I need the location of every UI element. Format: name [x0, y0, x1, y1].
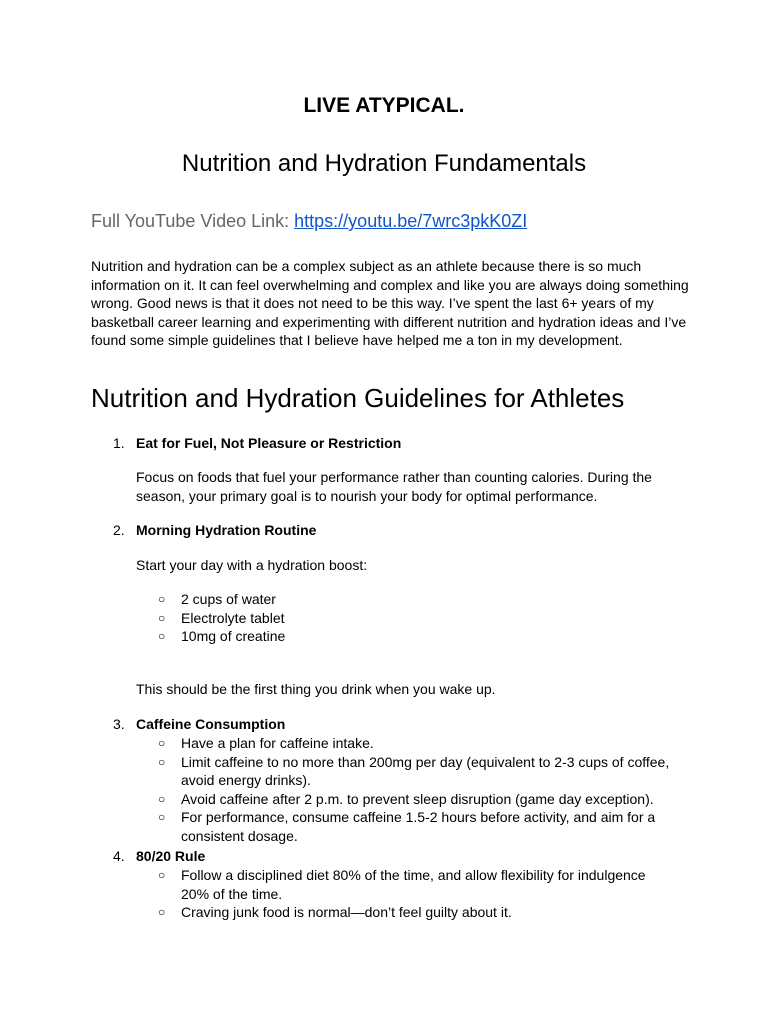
bullet-text: 10mg of creatine — [181, 628, 286, 645]
list-item-heading: Morning Hydration Routine — [136, 522, 317, 538]
bullet-icon: ○ — [158, 810, 166, 825]
bullet-icon: ○ — [158, 905, 166, 920]
list-item — [136, 627, 676, 646]
list-number: 1. — [113, 435, 125, 451]
list-item — [136, 808, 676, 845]
list-item-heading: 80/20 Rule — [136, 848, 206, 864]
list-item — [136, 753, 676, 790]
bullet-text: Avoid caffeine after 2 p.m. to prevent sleep disruption (game day exception). — [181, 790, 654, 807]
bullet-text: Follow a disciplined diet 80% of the time, and allow flexibility for indulgence 20% of the time. — [181, 867, 646, 902]
document-title: Nutrition and Hydration Fundamentals — [181, 150, 587, 177]
list-item-paragraph: Start your day with a hydration boost: — [136, 557, 368, 573]
list-item-paragraph: Focus on foods that fuel your performance rather than counting calories. During the season, your primary goal is to nourish your body for optimal performance. — [136, 469, 652, 504]
bullet-icon: ○ — [158, 610, 166, 625]
video-link[interactable]: https://youtu.be/7wrc3pkK0ZI — [294, 211, 528, 231]
bullet-icon: ○ — [158, 629, 166, 644]
video-link-label: Full YouTube Video Link: — [91, 211, 295, 231]
bullet-text: Electrolyte tablet — [181, 609, 285, 626]
bullet-icon: ○ — [158, 868, 166, 882]
list-item — [136, 590, 676, 609]
section-heading: Nutrition and Hydration Guidelines for Athletes — [91, 383, 625, 413]
list-item-heading: Caffeine Consumption — [136, 716, 286, 732]
sub-bullet-list — [136, 866, 676, 922]
bullet-icon: ○ — [158, 736, 166, 750]
list-item — [136, 734, 676, 753]
list-number: 3. — [113, 716, 125, 732]
bullet-icon: ○ — [158, 754, 166, 769]
intro-paragraph: Nutrition and hydration can be a complex subject as an athlete because there is so much information on it. It can feel overwhelming and complex and like you are always doing something wrong. Good news is that it does not need to be this way. I’ve spent the last 6+ years of my basketball career learning and experimenting with different nutrition and hydration ideas and I’ve found some simple guidelines that I believe have helped me a ton in my development. — [91, 258, 689, 349]
list-item-heading: Eat for Fuel, Not Pleasure or Restriction — [136, 435, 402, 451]
bullet-text: For performance, consume caffeine 1.5-2 hours before activity, and aim for a consistent dosage. — [181, 809, 656, 844]
list-item-note: This should be the first thing you drink when you wake up. — [136, 681, 496, 697]
list-item — [136, 790, 676, 809]
list-item — [136, 609, 676, 628]
sub-bullet-list — [136, 734, 676, 846]
list-number: 4. — [113, 848, 125, 864]
bullet-text: Have a plan for caffeine intake. — [181, 735, 374, 751]
bullet-text: 2 cups of water — [181, 591, 276, 607]
video-link-line — [91, 211, 527, 232]
bullet-icon: ○ — [158, 592, 166, 606]
list-number: 2. — [113, 522, 125, 538]
brand-heading: LIVE ATYPICAL. — [303, 94, 465, 117]
sub-bullet-list — [136, 590, 676, 646]
bullet-icon: ○ — [158, 791, 166, 806]
list-item — [136, 903, 676, 922]
bullet-text: Craving junk food is normal—don’t feel guilty about it. — [181, 904, 512, 921]
bullet-text: Limit caffeine to no more than 200mg per day (equivalent to 2-3 cups of coffee, avoid energy drinks). — [181, 753, 670, 789]
list-item — [136, 866, 676, 903]
